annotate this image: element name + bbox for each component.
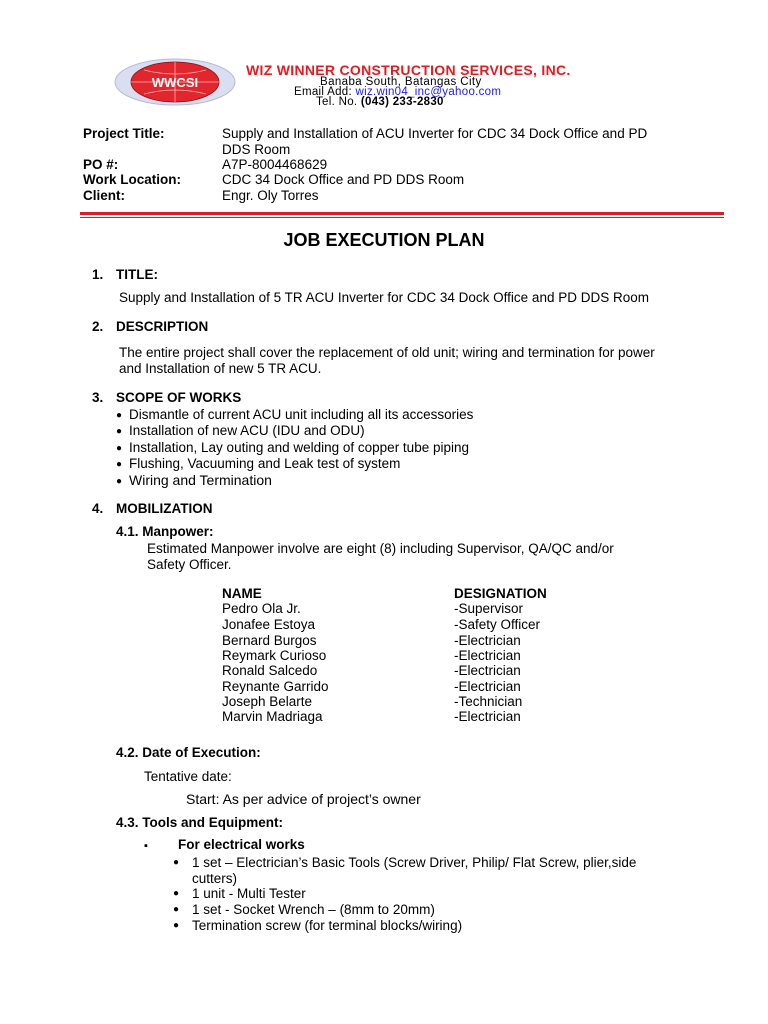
column-header-designation: DESIGNATION [454,586,547,601]
row-designation: -Supervisor [454,601,524,616]
tool-item-line2: cutters) [192,870,238,886]
column-header-name: NAME [222,586,262,601]
scope-item-text: Wiring and Termination [129,472,272,488]
po-label: PO #: [83,157,119,172]
section-2-heading [92,319,208,334]
document-title: JOB EXECUTION PLAN [283,230,485,250]
bullet-icon: ● [116,476,123,487]
row-designation: -Electrician [454,709,521,724]
row-name: Reynante Garrido [222,679,329,694]
row-name: Ronald Salcedo [222,663,318,678]
scope-item-text: Flushing, Vacuuming and Leak test of system [129,456,401,471]
row-name: Reymark Curioso [222,648,327,663]
row-name: Marvin Madriaga [222,709,323,724]
project-title-line2: DDS Room [222,141,291,157]
company-tel-line [316,96,444,108]
tel-number: (043) 233-2830 [360,96,444,108]
bullet-icon: ● [173,857,180,868]
project-title-line1: Supply and Installation of ACU Inverter for CDC 34 Dock Office and PD [222,126,648,141]
row-name: Bernard Burgos [222,633,317,648]
tool-item-text: Termination screw (for terminal blocks/wiring) [192,918,463,933]
scope-item [116,407,473,424]
row-name: Pedro Ola Jr. [222,601,301,616]
section-3-heading [92,390,241,405]
scope-item-text: Installation of new ACU (IDU and ODU) [129,423,365,438]
header-divider-thin [80,217,724,218]
square-bullet-icon: ▪ [144,840,148,852]
header-divider-thick [80,212,724,215]
start-date-text: Start: As per advice of project’s owner [186,791,421,807]
scope-item [116,472,272,490]
bullet-icon: ● [116,459,123,470]
tentative-date-label: Tentative date: [144,769,232,784]
section-1-heading [92,267,158,282]
section-4-title: MOBILIZATION [116,501,213,516]
manpower-line1: Estimated Manpower involve are eight (8) including Supervisor, QA/QC and/or [147,541,614,556]
project-title-value [222,126,692,157]
row-name: Jonafee Estoya [222,617,316,632]
manpower-heading: 4.1. Manpower: [116,524,214,539]
row-designation: -Safety Officer [454,617,541,632]
section-4-number: 4. [92,501,104,516]
section-3-number: 3. [92,390,104,405]
scope-item [116,456,400,473]
company-name: WIZ WINNER CONSTRUCTION SERVICES, INC. [246,62,571,78]
scope-item [116,440,469,457]
row-designation: -Electrician [454,633,521,648]
execution-heading: 4.2. Date of Execution: [116,745,261,760]
row-designation: -Technician [454,694,523,709]
section-2-title: DESCRIPTION [116,319,209,334]
bullet-icon: ● [116,410,123,421]
section-2-text [119,345,699,376]
section-1-title: TITLE: [116,267,158,282]
client-value: Engr. Oly Torres [222,188,319,203]
work-location-label: Work Location: [83,172,182,187]
bullet-icon: ● [173,920,180,931]
row-designation: -Electrician [454,648,521,663]
section-4-heading [92,501,212,516]
section-2-line2: and Installation of new 5 TR ACU. [119,360,322,376]
tool-item-text: 1 unit - Multi Tester [192,886,306,901]
row-designation: -Electrician [454,679,521,694]
manpower-line2: Safety Officer. [147,556,232,572]
project-title-label: Project Title: [83,126,165,141]
email-link[interactable]: wiz.win04_inc@yahoo.com [355,86,502,98]
bullet-icon: ● [116,426,123,437]
section-1-text: Supply and Installation of 5 TR ACU Inverter for CDC 34 Dock Office and PD DDS Room [119,290,649,305]
email-label: Email Add: [294,86,352,98]
work-location-value: CDC 34 Dock Office and PD DDS Room [222,172,465,187]
client-label: Client: [83,188,125,203]
company-logo [110,56,240,108]
tools-group-label: For electrical works [178,837,305,852]
bullet-icon: ● [173,904,180,915]
po-value: A7P-8004468629 [222,157,328,172]
bullet-icon: ● [173,888,180,899]
tool-item-text: 1 set - Socket Wrench – (8mm to 20mm) [192,902,435,917]
tool-item-line1: 1 set – Electrician’s Basic Tools (Screw Driver, Philip/ Flat Screw, plier,side [192,855,637,870]
scope-item [116,423,365,440]
bullet-icon: ● [116,443,123,454]
row-name: Joseph Belarte [222,694,313,709]
section-3-title: SCOPE OF WORKS [116,390,242,405]
section-2-number: 2. [92,319,104,334]
company-address: Banaba South, Batangas City [320,76,482,88]
tools-heading: 4.3. Tools and Equipment: [116,815,284,830]
tel-label: Tel. No. [316,96,358,108]
tools-group [144,837,305,852]
tool-item-text [192,855,692,886]
logo-text: WWCSI [151,75,199,90]
section-2-line1: The entire project shall cover the replacement of old unit; wiring and termination for power [119,345,655,360]
scope-item-text: Dismantle of current ACU unit including all its accessories [129,407,474,422]
scope-item-text: Installation, Lay outing and welding of copper tube piping [129,440,469,455]
row-designation: -Electrician [454,663,521,678]
section-1-number: 1. [92,267,104,282]
manpower-text [147,541,697,572]
